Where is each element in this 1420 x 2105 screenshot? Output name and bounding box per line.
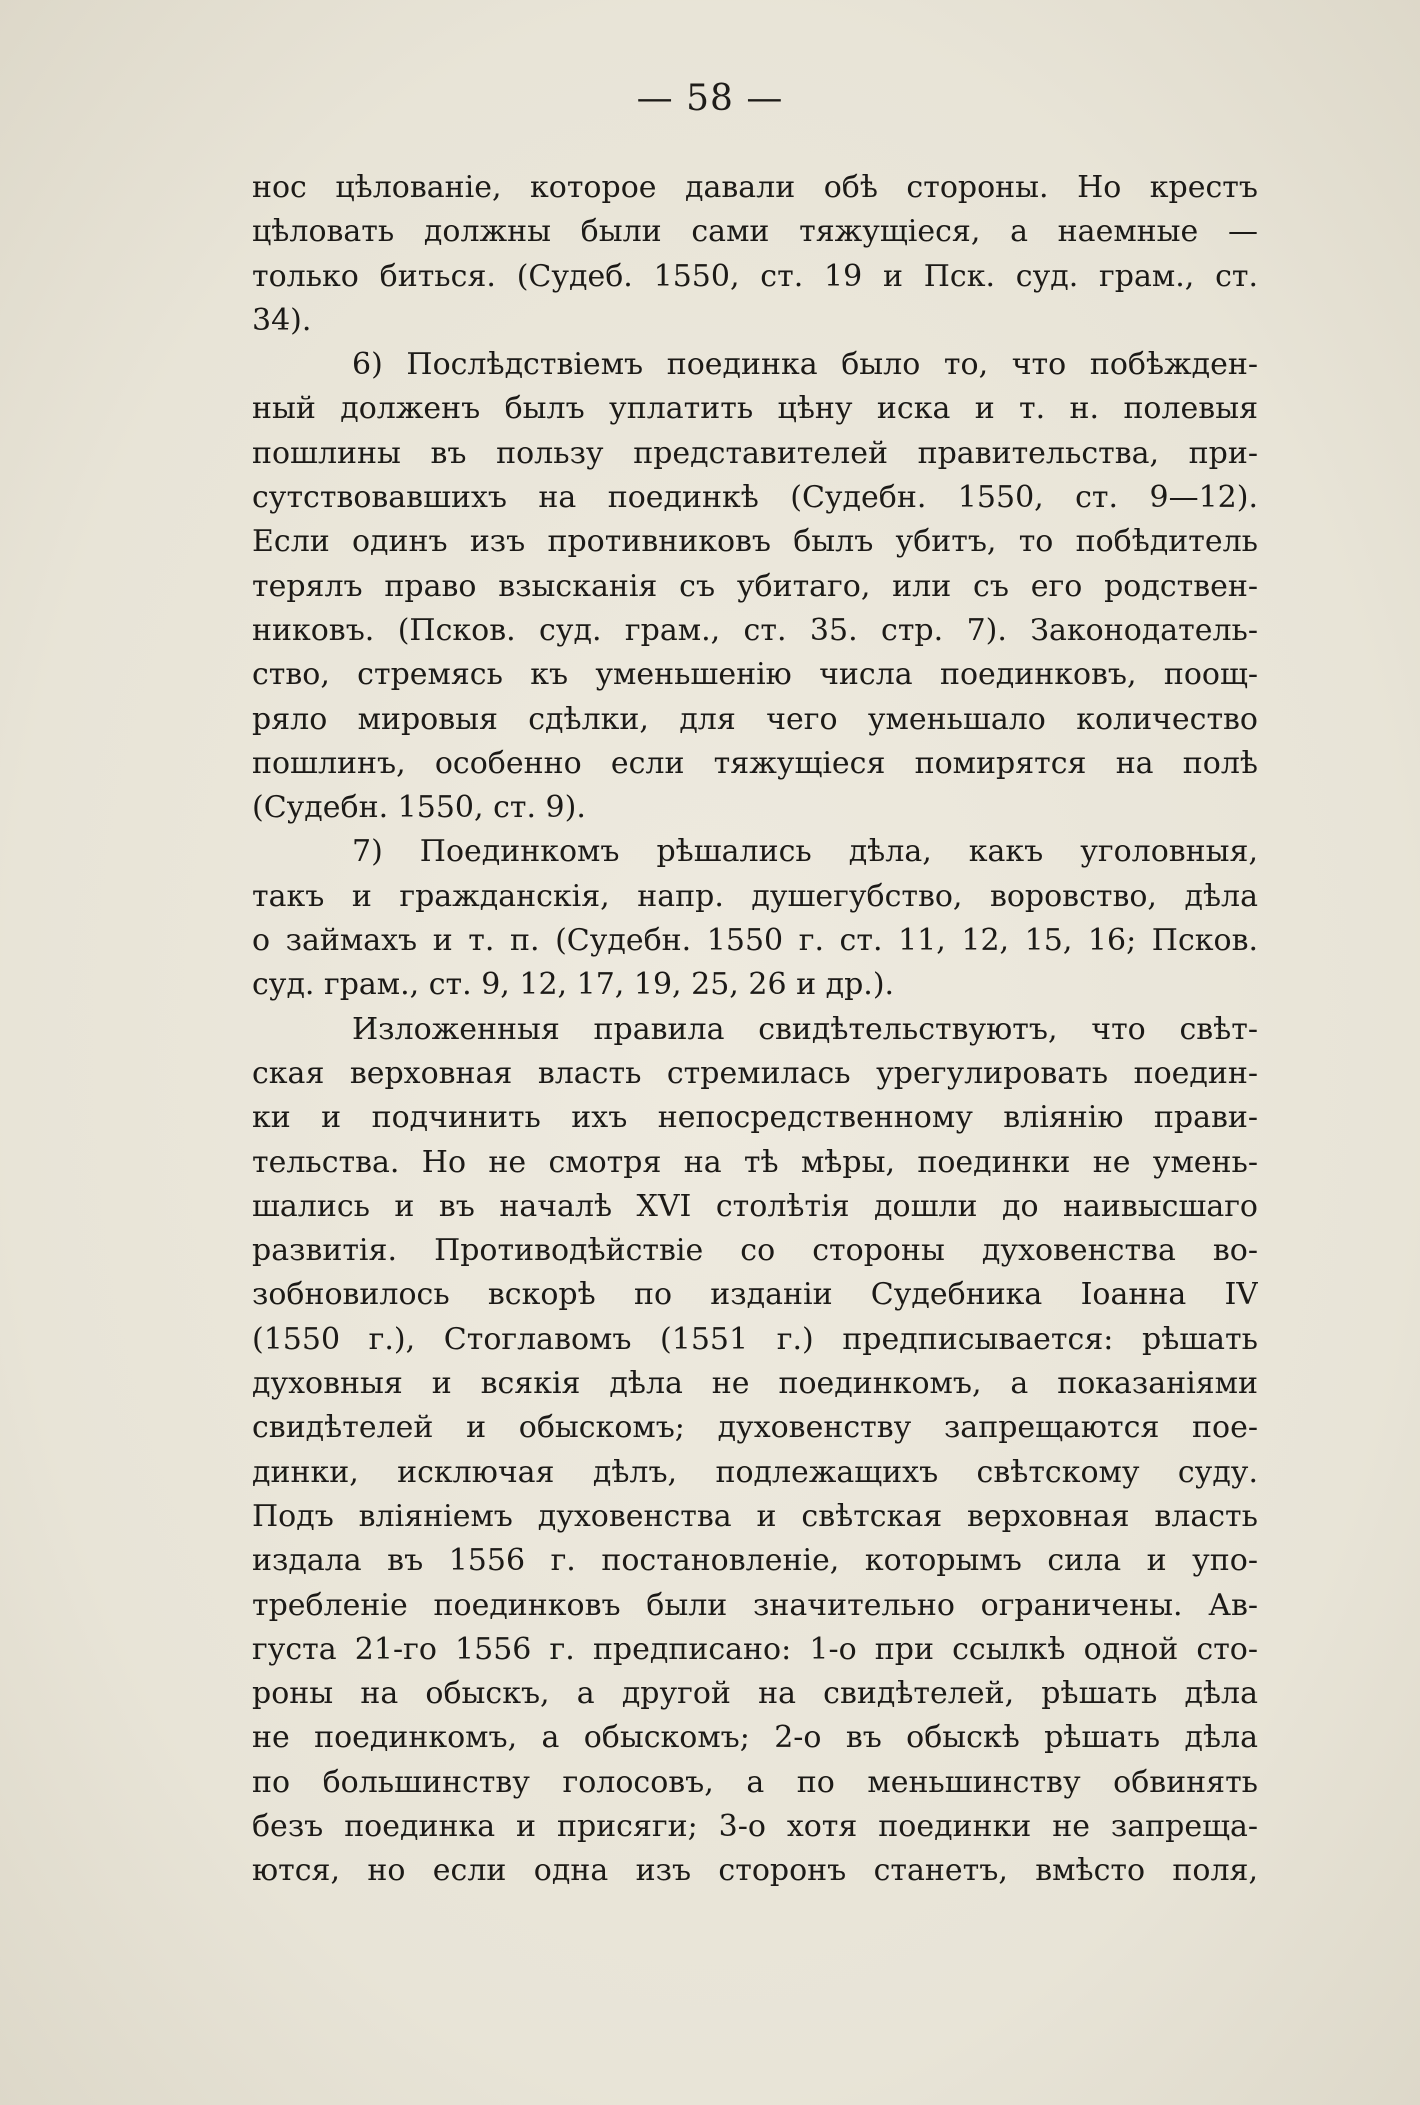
text-line: ство, стремясь къ уменьшенію числа поединковъ, поощ- [252,657,1258,693]
text-line: динки, исключая дѣлъ, подлежащихъ свѣтскому суду. [252,1454,1258,1490]
text-line: роны на обыскъ, а другой на свидѣтелей, рѣшать дѣла [252,1676,1258,1712]
text-line: нос цѣлованіе, которое давали обѣ стороны. Но крестъ [252,170,1258,205]
text-line: ряло мировыя сдѣлки, для чего уменьшало количество [252,701,1258,737]
text-line: шались и въ началѣ XVI столѣтія дошли до наивысшаго [252,1188,1258,1224]
text-line: пошлины въ пользу представителей правительства, при- [252,435,1258,471]
text-line: тельства. Но не смотря на тѣ мѣры, поединки не умень- [252,1144,1258,1180]
text-line: Подъ вліяніемъ духовенства и свѣтская верховная власть [252,1498,1258,1534]
text-line: 6) Послѣдствіемъ поединка было то, что побѣжден- [352,347,1258,383]
text-line: духовныя и всякія дѣла не поединкомъ, а показаніями [252,1366,1258,1402]
text-line: ются, но если одна изъ сторонъ станетъ, вмѣсто поля, [252,1853,1258,1889]
text-line: ская верховная власть стремилась урегулировать поедин- [252,1055,1258,1091]
text-line: никовъ. (Псков. суд. грам., ст. 35. стр. 7). Законодатель- [252,612,1258,648]
text-line: ки и подчинить ихъ непосредственному вліянію прави- [252,1100,1258,1136]
text-line: по большинству голосовъ, а по меньшинству обвинять [252,1764,1258,1800]
text-line: зобновилось вскорѣ по изданіи Судебника Іоанна IV [252,1277,1258,1313]
text-line: густа 21-го 1556 г. предписано: 1-о при ссылкѣ одной сто- [252,1631,1258,1667]
text-line: свидѣтелей и обыскомъ; духовенству запрещаются пое- [252,1410,1258,1446]
text-line: только биться. (Судеб. 1550, ст. 19 и Пск. суд. грам., ст. [252,258,1258,294]
text-line: развитія. Противодѣйствіе со стороны духовенства во- [252,1233,1258,1269]
text-line: ный долженъ былъ уплатить цѣну иска и т. н. полевыя [252,391,1258,427]
text-line: 34). [252,302,312,338]
text-line: 7) Поединкомъ рѣшались дѣла, какъ уголовныя, [352,834,1258,870]
text-line: требленіе поединковъ были значительно ограничены. Ав- [252,1587,1258,1623]
text-line: цѣловать должны были сами тяжущіеся, а наемные — [252,214,1258,250]
text-line: сутствовавшихъ на поединкѣ (Судебн. 1550, ст. 9—12). [252,480,1258,516]
text-line: Изложенныя правила свидѣтельствуютъ, что свѣт- [352,1011,1258,1047]
text-line: (Судебн. 1550, ст. 9). [252,790,586,826]
page-number: — 58 — [636,78,784,119]
text-line: Если одинъ изъ противниковъ былъ убитъ, то побѣдитель [252,524,1258,560]
text-line: не поединкомъ, а обыскомъ; 2-о въ обыскѣ рѣшать дѣла [252,1720,1258,1756]
body-text [252,166,1258,1894]
text-line: пошлинъ, особенно если тяжущіеся помирятся на полѣ [252,745,1258,781]
text-line: такъ и гражданскія, напр. душегубство, воровство, дѣла [252,878,1258,914]
text-line: безъ поединка и присяги; 3-о хотя поединки не запреща- [252,1808,1258,1844]
text-line: издала въ 1556 г. постановленіе, которымъ сила и упо- [252,1543,1258,1579]
text-line: о займахъ и т. п. (Судебн. 1550 г. ст. 11, 12, 15, 16; Псков. [252,923,1258,959]
text-line: суд. грам., ст. 9, 12, 17, 19, 25, 26 и др.). [252,967,895,1003]
text-line: терялъ право взысканія съ убитаго, или съ его родствен- [252,568,1258,604]
text-line: (1550 г.), Стоглавомъ (1551 г.) предписывается: рѣшать [252,1321,1258,1357]
